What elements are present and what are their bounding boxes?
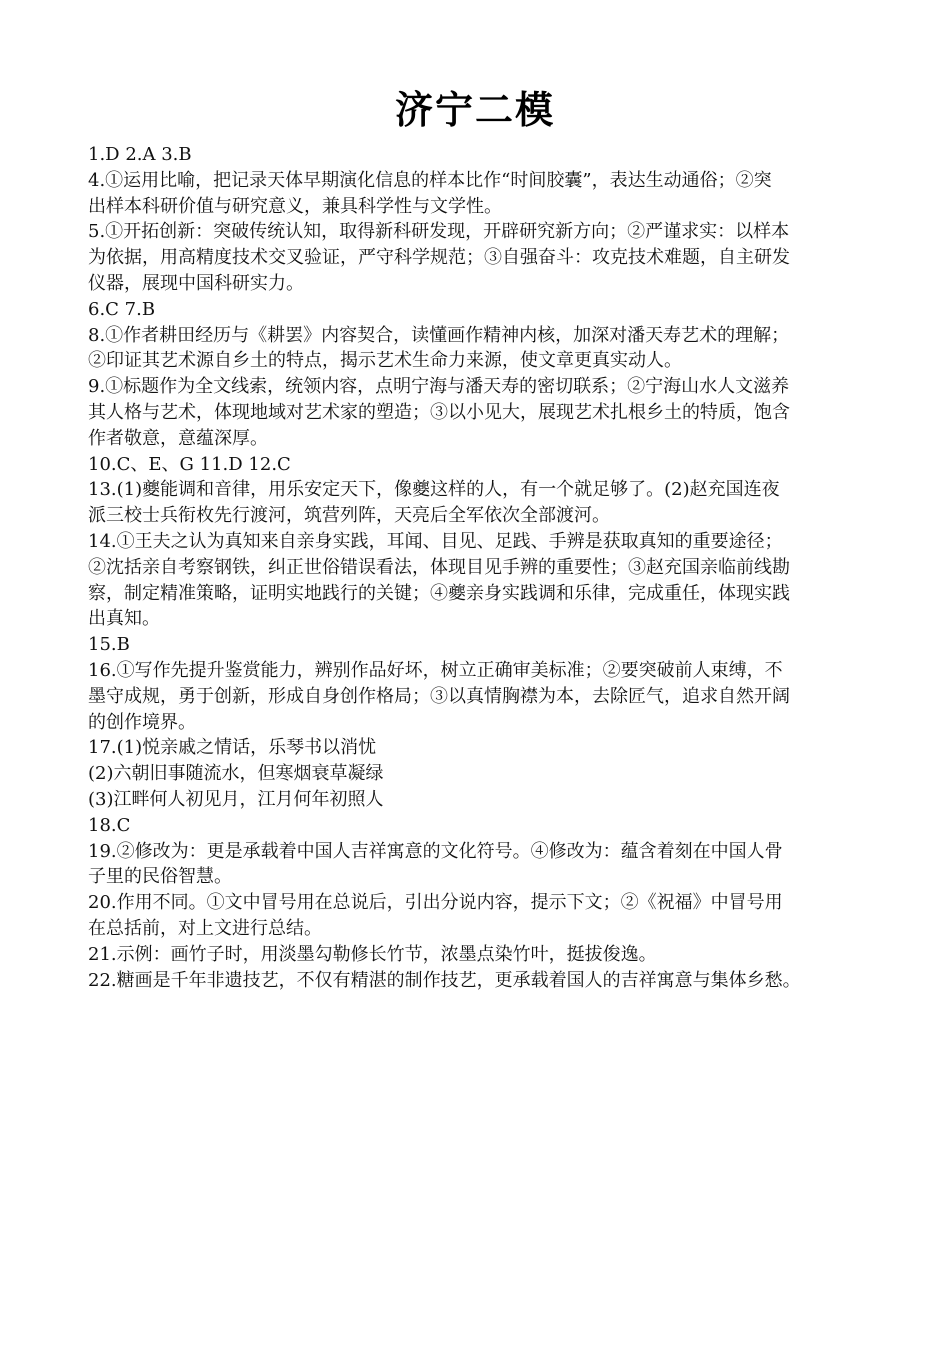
text-line: 10.C、E、G 11.D 12.C: [88, 453, 291, 475]
text-line: 出真知。: [88, 608, 160, 630]
text-line: 14.①王夫之认为真知来自亲身实践，耳闻、目见、足践、手辨是获取真知的重要途径；: [88, 530, 783, 552]
answer-text-body: [88, 142, 878, 993]
text-line: 作者敬意，意蕴深厚。: [88, 427, 268, 449]
text-line: 18.C: [88, 814, 131, 836]
text-line: ②沈括亲自考察钢铁，纠正世俗错误看法，体现目见手辨的重要性；③赵充国亲临前线勘: [88, 556, 790, 578]
text-line: 其人格与艺术，体现地域对艺术家的塑造；③以小见大，展现艺术扎根乡土的特质，饱含: [88, 401, 790, 423]
text-line: 22.糖画是千年非遗技艺，不仅有精湛的制作技艺，更承载着国人的吉祥寓意与集体乡愁。: [88, 969, 801, 991]
text-line: 21.示例：画竹子时，用淡墨勾勒修长竹节，浓墨点染竹叶，挺拔俊逸。: [88, 943, 657, 965]
text-line: (2)六朝旧事随流水，但寒烟衰草凝绿: [88, 763, 384, 785]
text-line: 出样本科研价值与研究意义，兼具科学性与文学性。: [88, 195, 502, 217]
text-line: 6.C 7.B: [88, 298, 156, 320]
text-line: 在总括前，对上文进行总结。: [88, 917, 322, 939]
text-line: 仪器，展现中国科研实力。: [88, 272, 304, 294]
text-line: 4.①运用比喻，把记录天体早期演化信息的样本比作“时间胶囊”，表达生动通俗；②突: [88, 169, 772, 191]
text-line: 20.作用不同。①文中冒号用在总说后，引出分说内容，提示下文；②《祝福》中冒号用: [88, 892, 783, 914]
text-line: 16.①写作先提升鉴赏能力，辨别作品好坏，树立正确审美标准；②要突破前人束缚，不: [88, 659, 783, 681]
text-line: 9.①标题作为全文线索，统领内容，点明宁海与潘天寿的密切联系；②宁海山水人文滋养: [88, 376, 790, 398]
text-line: ②印证其艺术源自乡土的特点，揭示艺术生命力来源，使文章更真实动人。: [88, 350, 682, 372]
text-line: 5.①开拓创新：突破传统认知，取得新科研发现，开辟研究新方向；②严谨求实：以样本: [88, 221, 790, 243]
text-line: 的创作境界。: [88, 711, 196, 733]
text-line: 19.②修改为：更是承载着中国人吉祥寓意的文化符号。④修改为：蕴含着刻在中国人骨: [88, 840, 783, 862]
text-line: 派三校士兵衔枚先行渡河，筑营列阵，天亮后全军依次全部渡河。: [88, 505, 610, 527]
text-line: (3)江畔何人初见月，江月何年初照人: [88, 788, 384, 810]
text-line: 13.(1)夔能调和音律，用乐安定天下，像夔这样的人，有一个就足够了。(2)赵充国连夜: [88, 479, 780, 501]
text-line: 墨守成规，勇于创新，形成自身创作格局；③以真情胸襟为本，去除匠气，追求自然开阔: [88, 685, 790, 707]
text-line: 8.①作者耕田经历与《耕罢》内容契合，读懂画作精神内核，加深对潘天寿艺术的理解；: [88, 324, 790, 346]
text-line: 17.(1)悦亲戚之情话，乐琴书以消忧: [88, 737, 377, 759]
text-line: 察，制定精准策略，证明实地践行的关键；④夔亲身实践调和乐律，完成重任，体现实践: [88, 582, 790, 604]
text-line: 15.B: [88, 634, 130, 656]
text-line: 子里的民俗智慧。: [88, 866, 232, 888]
text-line: 为依据，用高精度技术交叉验证，严守科学规范；③自强奋斗：攻克技术难题，自主研发: [88, 247, 790, 269]
text-line: 1.D 2.A 3.B: [88, 144, 192, 165]
page-title: 济宁二模: [394, 87, 555, 132]
